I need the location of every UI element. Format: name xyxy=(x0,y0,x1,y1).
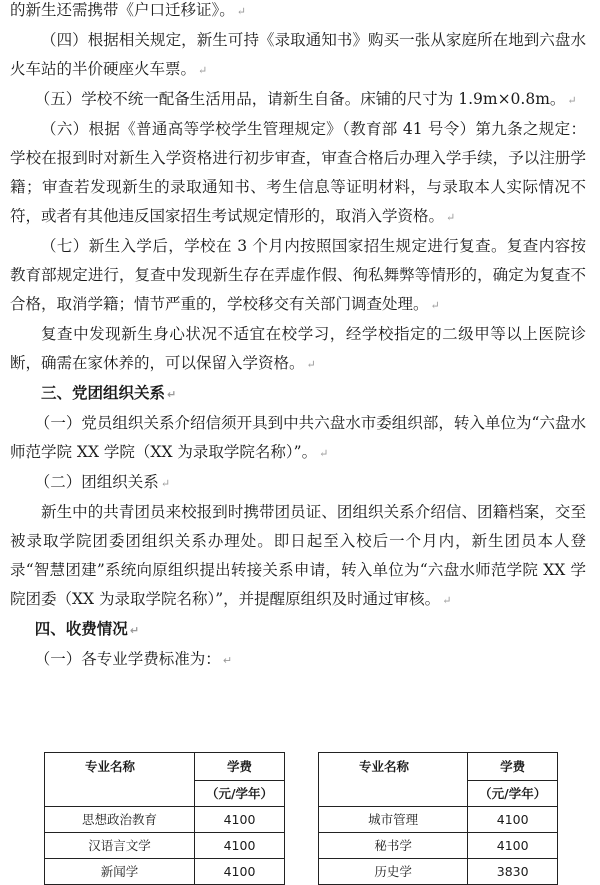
paragraph-mark-icon: ↵ xyxy=(306,358,316,371)
major-name: 历史学 xyxy=(319,859,468,885)
header-major-name: 专业名称 xyxy=(319,753,468,807)
fee-table-left xyxy=(44,752,285,885)
major-name: 新闻学 xyxy=(45,859,195,885)
paragraph xyxy=(0,232,600,320)
paragraph xyxy=(0,409,600,468)
major-name: 汉语言文学 xyxy=(45,833,195,859)
paragraph xyxy=(0,85,600,115)
paragraph xyxy=(0,26,600,85)
paragraph-text: （二）团组织关系 xyxy=(34,473,159,491)
paragraph-mark-icon: ↵ xyxy=(442,594,452,607)
paragraph xyxy=(0,498,600,615)
paragraph-mark-icon: ↵ xyxy=(129,624,140,637)
paragraph-text: （七）新生入学后，学校在 3 个月内按照国家招生规定进行复查。复查内容按教育部规定进行，复查中发现新生存在弄虚作假、徇私舞弊等情形的，确定为复查不合格，取消学籍；情节严重的，学校移交有关部门调查处理。 xyxy=(10,237,586,313)
section-heading xyxy=(0,615,600,645)
paragraph-text: （一）党员组织关系介绍信须开具到中共六盘水市委组织部，转入单位为“六盘水师范学院 XX 学院（XX 为录取学院名称）”。 xyxy=(10,414,586,461)
header-fee: 学费 xyxy=(195,753,285,781)
paragraph xyxy=(0,320,600,379)
header-major-name: 专业名称 xyxy=(45,753,195,807)
paragraph-mark-icon: ↵ xyxy=(430,299,440,312)
table-row xyxy=(45,807,285,833)
paragraph-mark-icon: ↵ xyxy=(567,94,577,107)
fee-value: 4100 xyxy=(195,807,285,833)
fee-tables xyxy=(0,752,600,879)
major-name: 思想政治教育 xyxy=(45,807,195,833)
header-fee: 学费 xyxy=(468,753,558,781)
header-fee-unit: （元/学年） xyxy=(195,781,285,807)
paragraph-mark-icon: ↵ xyxy=(160,477,171,490)
paragraph xyxy=(0,468,600,498)
table-row xyxy=(319,833,558,859)
table-row xyxy=(319,807,558,833)
paragraph-text: 新生中的共青团员来校报到时携带团员证、团组织关系介绍信、团籍档案，交至被录取学院团委团组织关系办理处。即日起至入校后一个月内，新生团员本人登录“智慧团建”系统向原组织提出转接关系申请，转入单位为“六盘水师范学院 XX 学院团委（XX 为录取学院名称）”，并提醒原组织及时通过审核。 xyxy=(10,503,586,608)
paragraph xyxy=(0,115,600,232)
paragraph-text: （一）各专业学费标准为： xyxy=(34,650,221,668)
paragraph-mark-icon: ↵ xyxy=(319,447,329,460)
paragraph xyxy=(0,645,600,675)
fee-value: 4100 xyxy=(468,833,558,859)
paragraph-text: 复查中发现新生身心状况不适宜在校学习，经学校指定的二级甲等以上医院诊断，确需在家休养的，可以保留入学资格。 xyxy=(10,325,586,372)
paragraph-mark-icon: ↵ xyxy=(167,388,177,401)
paragraph-text: 三、党团组织关系 xyxy=(41,384,166,402)
major-name: 城市管理 xyxy=(319,807,468,833)
fee-table-right xyxy=(318,752,558,885)
fee-value: 4100 xyxy=(195,859,285,885)
fee-value: 4100 xyxy=(195,833,285,859)
paragraph-text: （五）学校不统一配备生活用品，请新生自备。床铺的尺寸为 1.9m×0.8m。 xyxy=(34,90,566,108)
table-row xyxy=(45,859,285,885)
paragraph xyxy=(0,0,600,26)
section-heading xyxy=(0,379,600,409)
header-fee-unit: （元/学年） xyxy=(468,781,558,807)
fee-value: 4100 xyxy=(468,807,558,833)
table-row xyxy=(45,833,285,859)
paragraph-mark-icon: ↵ xyxy=(446,211,456,224)
paragraph-text: （六）根据《普通高等学校学生管理规定》（教育部 41 号令）第九条之规定：学校在报到时对新生入学资格进行初步审查，审查合格后办理入学手续，予以注册学籍；审查若发现新生的录取通知书、考生信息等证明材料，与录取本人实际情况不符，或者有其他违反国家招生考试规定情形的，取消入学资格。 xyxy=(10,120,586,225)
major-name: 秘书学 xyxy=(319,833,468,859)
paragraph-text: 四、收费情况 xyxy=(34,620,128,638)
paragraph-mark-icon: ↵ xyxy=(222,654,233,667)
paragraph-text: 的新生还需携带《户口迁移证》。 xyxy=(10,1,235,19)
paragraph-mark-icon: ↵ xyxy=(236,5,246,18)
paragraph-text: （四）根据相关规定，新生可持《录取通知书》购买一张从家庭所在地到六盘水火车站的半价硬座火车票。 xyxy=(10,31,586,78)
fee-value: 3830 xyxy=(468,859,558,885)
paragraph-mark-icon: ↵ xyxy=(198,64,208,77)
table-row xyxy=(319,859,558,885)
